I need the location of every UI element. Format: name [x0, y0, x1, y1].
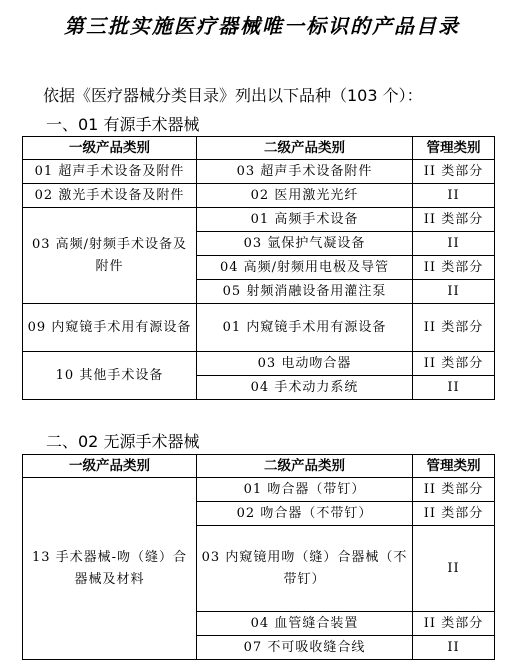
header-level1: 一级产品类别	[23, 455, 197, 478]
page-title: 第三批实施医疗器械唯一标识的产品目录	[64, 14, 460, 38]
cell-mgmt: II	[413, 184, 495, 208]
cell-level1: 09 内窥镜手术用有源设备	[23, 304, 197, 352]
header-level2: 二级产品类别	[197, 137, 413, 160]
section-heading-passive: 二、02 无源手术器械	[46, 432, 200, 451]
cell-level2: 04 高频/射频用电极及导管	[197, 256, 413, 280]
cell-mgmt: II 类部分	[413, 160, 495, 184]
table-header-row	[23, 455, 495, 478]
active-devices-table	[22, 136, 495, 400]
cell-mgmt: II 类部分	[413, 352, 495, 376]
cell-level2: 02 医用激光光纤	[197, 184, 413, 208]
table-header-row	[23, 137, 495, 160]
table-row	[23, 304, 495, 352]
cell-level2: 03 内窥镜用吻（缝）合器械（不带钉）	[197, 526, 413, 612]
cell-level1: 03 高频/射频手术设备及附件	[23, 208, 197, 304]
cell-level1: 13 手术器械-吻（缝）合器械及材料	[23, 478, 197, 660]
table-row	[23, 160, 495, 184]
cell-mgmt: II	[413, 636, 495, 660]
cell-mgmt: II 类部分	[413, 304, 495, 352]
cell-mgmt: II	[413, 526, 495, 612]
table-row	[23, 184, 495, 208]
cell-level1: 02 激光手术设备及附件	[23, 184, 197, 208]
cell-mgmt: II 类部分	[413, 612, 495, 636]
cell-level2: 03 氩保护气凝设备	[197, 232, 413, 256]
cell-mgmt: II 类部分	[413, 478, 495, 502]
cell-level2: 03 超声手术设备附件	[197, 160, 413, 184]
cell-level1: 01 超声手术设备及附件	[23, 160, 197, 184]
cell-mgmt: II	[413, 280, 495, 304]
cell-mgmt: II 类部分	[413, 208, 495, 232]
cell-level2: 07 不可吸收缝合线	[197, 636, 413, 660]
header-level1: 一级产品类别	[23, 137, 197, 160]
cell-mgmt: II 类部分	[413, 256, 495, 280]
table-row	[23, 478, 495, 502]
cell-level2: 01 高频手术设备	[197, 208, 413, 232]
header-level2: 二级产品类别	[197, 455, 413, 478]
cell-level2: 02 吻合器（不带钉）	[197, 502, 413, 526]
cell-level2: 05 射频消融设备用灌注泵	[197, 280, 413, 304]
table-row	[23, 352, 495, 376]
section-heading-active: 一、01 有源手术器械	[46, 115, 200, 134]
cell-level2: 01 吻合器（带钉）	[197, 478, 413, 502]
cell-mgmt: II	[413, 376, 495, 400]
passive-devices-table	[22, 454, 495, 660]
cell-level2: 04 血管缝合装置	[197, 612, 413, 636]
cell-level2: 03 电动吻合器	[197, 352, 413, 376]
cell-mgmt: II 类部分	[413, 502, 495, 526]
table-row	[23, 208, 495, 232]
cell-level1: 10 其他手术设备	[23, 352, 197, 400]
cell-level2: 04 手术动力系统	[197, 376, 413, 400]
intro-text: 依据《医疗器械分类目录》列出以下品种（103 个）：	[43, 86, 423, 105]
cell-level2: 01 内窥镜手术用有源设备	[197, 304, 413, 352]
cell-mgmt: II	[413, 232, 495, 256]
header-mgmt: 管理类别	[413, 455, 495, 478]
header-mgmt: 管理类别	[413, 137, 495, 160]
